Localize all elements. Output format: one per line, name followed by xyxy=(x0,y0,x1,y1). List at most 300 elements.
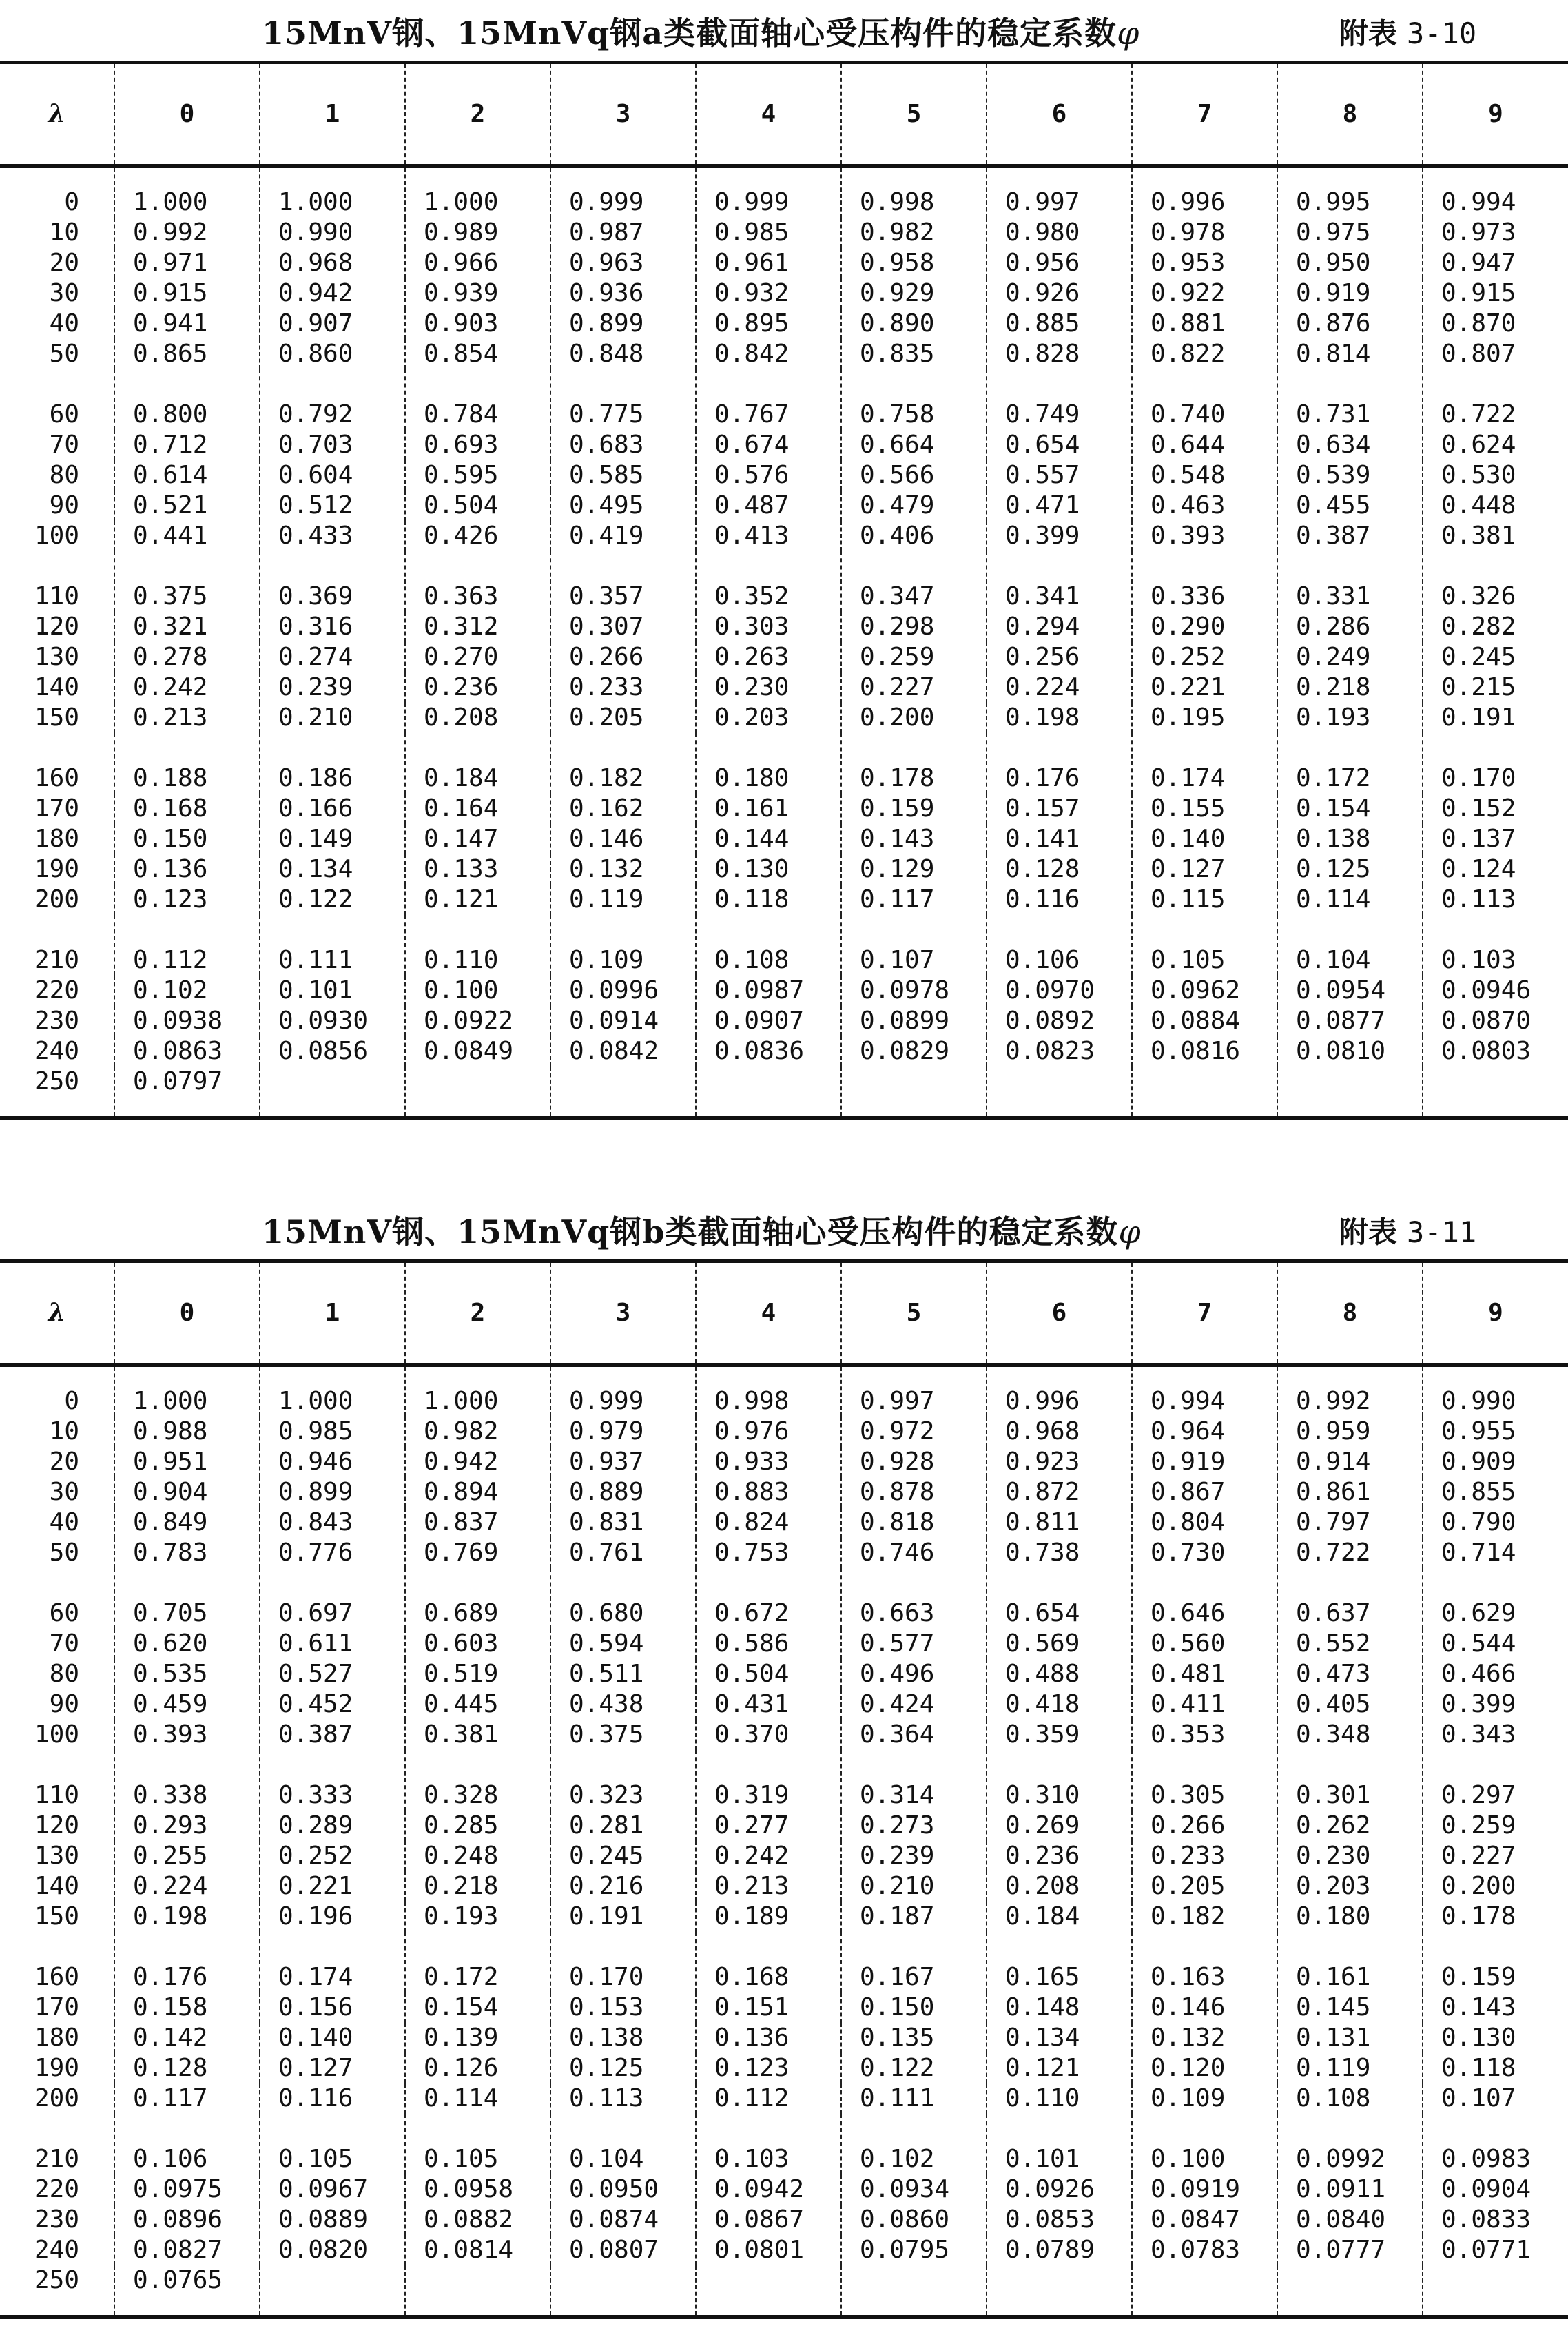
coefficient-cell: 0.109 xyxy=(1132,2083,1277,2114)
coefficient-cell: 0.0777 xyxy=(1277,2235,1423,2265)
table-row xyxy=(0,976,1568,1006)
coefficient-cell: 0.972 xyxy=(841,1417,987,1447)
coefficient-cell: 0.689 xyxy=(405,1568,550,1629)
coefficient-cell: 0.0950 xyxy=(550,2174,696,2205)
coefficient-cell: 0.293 xyxy=(114,1811,260,1841)
coefficient-cell: 0.174 xyxy=(260,1932,405,1993)
coefficient-cell: 0.985 xyxy=(696,218,841,248)
coefficient-cell: 0.321 xyxy=(114,612,260,642)
coefficient-cell: 0.150 xyxy=(114,824,260,854)
coefficient-cell: 0.941 xyxy=(114,309,260,339)
coefficient-cell: 0.539 xyxy=(1277,460,1423,491)
coefficient-cell: 0.174 xyxy=(1132,733,1277,794)
coefficient-cell: 0.203 xyxy=(1277,1871,1423,1902)
coefficient-cell: 0.117 xyxy=(114,2083,260,2114)
coefficient-cell: 0.990 xyxy=(260,218,405,248)
table-row xyxy=(0,794,1568,824)
table-row xyxy=(0,491,1568,521)
coefficient-cell: 0.566 xyxy=(841,460,987,491)
coefficient-cell: 0.285 xyxy=(405,1811,550,1841)
coefficient-cell: 0.637 xyxy=(1277,1568,1423,1629)
coefficient-cell: 0.106 xyxy=(114,2114,260,2174)
lambda-cell: 130 xyxy=(34,1841,79,1870)
coefficient-cell: 0.933 xyxy=(696,1447,841,1477)
coefficient-cell: 0.165 xyxy=(987,1932,1132,1993)
coefficient-cell: 0.146 xyxy=(550,824,696,854)
coefficient-cell: 0.176 xyxy=(114,1932,260,1993)
coefficient-cell: 0.142 xyxy=(114,2023,260,2053)
table-row xyxy=(0,612,1568,642)
coefficient-cell: 0.314 xyxy=(841,1750,987,1811)
coefficient-cell: 0.104 xyxy=(1277,915,1423,976)
column-header: 4 xyxy=(696,63,841,166)
coefficient-cell: 0.216 xyxy=(550,1871,696,1902)
coefficient-cell: 1.000 xyxy=(260,1365,405,1417)
coefficient-cell: 0.338 xyxy=(114,1750,260,1811)
coefficient-cell xyxy=(405,2265,550,2317)
coefficient-cell: 1.000 xyxy=(405,166,550,218)
lambda-cell: 120 xyxy=(34,612,79,641)
lambda-cell: 100 xyxy=(34,521,79,550)
coefficient-cell: 0.227 xyxy=(1423,1841,1568,1871)
coefficient-cell: 0.961 xyxy=(696,248,841,278)
coefficient-cell: 0.620 xyxy=(114,1629,260,1659)
appendix-label xyxy=(1339,1210,1476,1251)
coefficient-cell: 0.310 xyxy=(987,1750,1132,1811)
table-row xyxy=(0,1507,1568,1538)
coefficient-cell: 0.481 xyxy=(1132,1659,1277,1689)
coefficient-cell: 0.166 xyxy=(260,794,405,824)
coefficient-cell: 0.294 xyxy=(987,612,1132,642)
coefficient-cell: 0.114 xyxy=(1277,885,1423,915)
coefficient-cell: 0.213 xyxy=(114,703,260,733)
coefficient-cell: 0.168 xyxy=(696,1932,841,1993)
coefficient-cell: 0.336 xyxy=(1132,551,1277,612)
coefficient-cell: 0.104 xyxy=(550,2114,696,2174)
column-header: 7 xyxy=(1132,63,1277,166)
lambda-cell: 30 xyxy=(49,1477,79,1506)
table-row xyxy=(0,824,1568,854)
coefficient-cell: 0.198 xyxy=(987,703,1132,733)
coefficient-cell: 0.224 xyxy=(114,1871,260,1902)
lambda-header: λ xyxy=(48,1298,66,1328)
lambda-cell: 170 xyxy=(34,794,79,823)
coefficient-cell: 0.487 xyxy=(696,491,841,521)
coefficient-cell: 0.899 xyxy=(550,309,696,339)
coefficient-cell: 0.0833 xyxy=(1423,2205,1568,2235)
coefficient-cell: 0.985 xyxy=(260,1417,405,1447)
coefficient-cell: 0.316 xyxy=(260,612,405,642)
coefficient-cell: 0.0907 xyxy=(696,1006,841,1036)
lambda-cell: 130 xyxy=(34,642,79,671)
column-header: 6 xyxy=(987,1262,1132,1365)
coefficient-cell: 0.113 xyxy=(1423,885,1568,915)
coefficient-cell: 0.399 xyxy=(987,521,1132,551)
table-block-a xyxy=(0,0,1568,1120)
coefficient-cell: 0.426 xyxy=(405,521,550,551)
coefficient-cell: 0.0801 xyxy=(696,2235,841,2265)
table-row xyxy=(0,2083,1568,2114)
coefficient-cell: 0.0874 xyxy=(550,2205,696,2235)
coefficient-cell: 0.101 xyxy=(260,976,405,1006)
coefficient-cell: 0.357 xyxy=(550,551,696,612)
coefficient-cell: 0.997 xyxy=(841,1365,987,1417)
coefficient-cell: 0.121 xyxy=(987,2053,1132,2083)
coefficient-cell: 0.646 xyxy=(1132,1568,1277,1629)
coefficient-cell: 0.824 xyxy=(696,1507,841,1538)
coefficient-cell: 0.266 xyxy=(1132,1811,1277,1841)
coefficient-cell: 0.145 xyxy=(1277,1993,1423,2023)
coefficient-cell: 0.184 xyxy=(405,733,550,794)
coefficient-cell: 0.162 xyxy=(550,794,696,824)
coefficient-cell: 0.0992 xyxy=(1277,2114,1423,2174)
coefficient-cell: 0.959 xyxy=(1277,1417,1423,1447)
coefficient-cell: 0.122 xyxy=(260,885,405,915)
coefficient-cell: 0.270 xyxy=(405,642,550,672)
column-header: 9 xyxy=(1423,1262,1568,1365)
coefficient-cell: 0.172 xyxy=(1277,733,1423,794)
coefficient-cell: 0.0840 xyxy=(1277,2205,1423,2235)
coefficient-cell: 0.881 xyxy=(1132,309,1277,339)
lambda-cell: 170 xyxy=(34,1993,79,2021)
lambda-cell: 110 xyxy=(34,1780,79,1809)
coefficient-cell: 0.996 xyxy=(1132,166,1277,218)
coefficient-cell: 0.831 xyxy=(550,1507,696,1538)
coefficient-cell: 0.0904 xyxy=(1423,2174,1568,2205)
coefficient-cell: 0.180 xyxy=(696,733,841,794)
appendix-label-text: 附表 xyxy=(1339,1215,1398,1249)
coefficient-cell: 0.0836 xyxy=(696,1036,841,1067)
coefficient-cell: 0.413 xyxy=(696,521,841,551)
coefficient-cell: 0.890 xyxy=(841,309,987,339)
coefficient-cell: 0.586 xyxy=(696,1629,841,1659)
table-title-row xyxy=(0,1199,1568,1259)
coefficient-cell: 0.281 xyxy=(550,1811,696,1841)
coefficient-cell: 0.0962 xyxy=(1132,976,1277,1006)
coefficient-cell: 0.359 xyxy=(987,1720,1132,1750)
coefficient-cell: 0.0970 xyxy=(987,976,1132,1006)
coefficient-cell: 0.963 xyxy=(550,248,696,278)
coefficient-cell: 0.132 xyxy=(550,854,696,885)
lambda-cell: 140 xyxy=(34,1871,79,1900)
coefficient-cell: 0.865 xyxy=(114,339,260,369)
coefficient-cell: 0.842 xyxy=(696,339,841,369)
table-title-text: 15MnV钢、15MnVq钢b类截面轴心受压构件的稳定系数 xyxy=(262,1213,1119,1251)
lambda-cell: 160 xyxy=(34,763,79,792)
table-header-row xyxy=(0,63,1568,166)
coefficient-cell: 0.236 xyxy=(987,1841,1132,1871)
coefficient-cell: 0.746 xyxy=(841,1538,987,1568)
coefficient-cell: 0.187 xyxy=(841,1902,987,1932)
table-row xyxy=(0,1932,1568,1993)
coefficient-cell: 0.848 xyxy=(550,339,696,369)
coefficient-cell: 0.393 xyxy=(114,1720,260,1750)
coefficient-cell: 0.136 xyxy=(114,854,260,885)
coefficient-cell: 0.156 xyxy=(260,1993,405,2023)
coefficient-cell: 0.999 xyxy=(550,1365,696,1417)
lambda-cell: 110 xyxy=(34,582,79,610)
coefficient-cell: 0.127 xyxy=(1132,854,1277,885)
coefficient-cell: 0.828 xyxy=(987,339,1132,369)
coefficient-cell: 0.958 xyxy=(841,248,987,278)
coefficient-cell: 0.147 xyxy=(405,824,550,854)
coefficient-cell xyxy=(260,2265,405,2317)
coefficient-cell: 0.982 xyxy=(405,1417,550,1447)
lambda-cell: 20 xyxy=(49,1447,79,1476)
coefficient-cell: 0.903 xyxy=(405,309,550,339)
coefficient-cell: 0.176 xyxy=(987,733,1132,794)
coefficient-cell: 0.125 xyxy=(1277,854,1423,885)
table-row xyxy=(0,339,1568,369)
coefficient-cell: 0.663 xyxy=(841,1568,987,1629)
coefficient-cell: 0.521 xyxy=(114,491,260,521)
coefficient-cell: 0.722 xyxy=(1423,369,1568,430)
coefficient-cell: 0.936 xyxy=(550,278,696,309)
coefficient-cell: 0.178 xyxy=(841,733,987,794)
coefficient-cell: 0.448 xyxy=(1423,491,1568,521)
table-row xyxy=(0,672,1568,703)
coefficient-cell: 0.105 xyxy=(260,2114,405,2174)
coefficient-cell: 0.996 xyxy=(987,1365,1132,1417)
coefficient-cell: 0.0954 xyxy=(1277,976,1423,1006)
coefficient-cell: 0.749 xyxy=(987,369,1132,430)
lambda-cell: 0 xyxy=(64,1386,79,1415)
coefficient-cell: 0.381 xyxy=(1423,521,1568,551)
coefficient-cell: 0.714 xyxy=(1423,1538,1568,1568)
coefficient-cell: 0.964 xyxy=(1132,1417,1277,1447)
coefficient-cell: 0.109 xyxy=(550,915,696,976)
table-block-b xyxy=(0,1199,1568,2319)
coefficient-cell: 0.535 xyxy=(114,1659,260,1689)
table-row xyxy=(0,521,1568,551)
lambda-cell: 250 xyxy=(34,2265,79,2294)
coefficient-cell: 0.131 xyxy=(1277,2023,1423,2053)
coefficient-cell: 0.0987 xyxy=(696,976,841,1006)
coefficient-cell: 0.998 xyxy=(696,1365,841,1417)
coefficient-cell xyxy=(550,1067,696,1118)
coefficient-cell: 0.867 xyxy=(1132,1477,1277,1507)
coefficient-cell: 0.999 xyxy=(696,166,841,218)
lambda-cell: 240 xyxy=(34,1036,79,1065)
coefficient-cell: 0.923 xyxy=(987,1447,1132,1477)
coefficient-cell: 0.876 xyxy=(1277,309,1423,339)
appendix-number: 3-10 xyxy=(1407,17,1477,50)
lambda-cell: 60 xyxy=(49,400,79,429)
coefficient-cell: 0.364 xyxy=(841,1720,987,1750)
coefficient-cell: 0.191 xyxy=(1423,703,1568,733)
coefficient-cell: 0.956 xyxy=(987,248,1132,278)
coefficient-cell: 0.172 xyxy=(405,1932,550,1993)
coefficient-cell: 0.452 xyxy=(260,1689,405,1720)
coefficient-cell: 0.159 xyxy=(1423,1932,1568,1993)
coefficient-cell: 0.151 xyxy=(696,1993,841,2023)
coefficient-cell: 0.200 xyxy=(841,703,987,733)
coefficient-cell: 0.208 xyxy=(987,1871,1132,1902)
coefficient-cell: 0.182 xyxy=(1132,1902,1277,1932)
coefficient-cell: 0.259 xyxy=(1423,1811,1568,1841)
coefficient-cell: 0.210 xyxy=(841,1871,987,1902)
coefficient-cell: 0.979 xyxy=(550,1417,696,1447)
coefficient-cell: 0.683 xyxy=(550,430,696,460)
lambda-cell: 220 xyxy=(34,976,79,1005)
coefficient-cell: 0.604 xyxy=(260,460,405,491)
coefficient-cell: 0.159 xyxy=(841,794,987,824)
coefficient-cell: 0.576 xyxy=(696,460,841,491)
lambda-cell: 210 xyxy=(34,945,79,974)
coefficient-cell: 0.278 xyxy=(114,642,260,672)
coefficient-cell: 0.624 xyxy=(1423,430,1568,460)
coefficient-cell: 0.208 xyxy=(405,703,550,733)
coefficient-cell: 0.101 xyxy=(987,2114,1132,2174)
table-row xyxy=(0,2053,1568,2083)
coefficient-cell: 0.252 xyxy=(260,1841,405,1871)
lambda-cell: 190 xyxy=(34,854,79,883)
coefficient-cell: 0.424 xyxy=(841,1689,987,1720)
coefficient-cell: 0.889 xyxy=(550,1477,696,1507)
coefficient-cell: 0.137 xyxy=(1423,824,1568,854)
coefficient-cell: 0.0771 xyxy=(1423,2235,1568,2265)
coefficient-cell: 0.105 xyxy=(1132,915,1277,976)
coefficient-cell: 0.966 xyxy=(405,248,550,278)
coefficient-cell: 0.331 xyxy=(1277,551,1423,612)
coefficient-cell: 0.988 xyxy=(114,1417,260,1447)
coefficient-cell xyxy=(696,2265,841,2317)
coefficient-cell: 0.205 xyxy=(1132,1871,1277,1902)
coefficient-cell: 0.758 xyxy=(841,369,987,430)
coefficient-cell: 0.703 xyxy=(260,430,405,460)
coefficient-cell: 0.0797 xyxy=(114,1067,260,1118)
coefficient-cell: 0.128 xyxy=(114,2053,260,2083)
coefficient-cell: 0.289 xyxy=(260,1811,405,1841)
coefficient-cell: 0.121 xyxy=(405,885,550,915)
coefficient-cell xyxy=(1277,1067,1423,1118)
coefficient-cell: 0.937 xyxy=(550,1447,696,1477)
lambda-cell: 150 xyxy=(34,703,79,732)
table-row xyxy=(0,885,1568,915)
coefficient-cell: 0.393 xyxy=(1132,521,1277,551)
coefficient-cell: 0.0938 xyxy=(114,1006,260,1036)
lambda-cell: 80 xyxy=(49,1659,79,1688)
coefficient-cell: 0.693 xyxy=(405,430,550,460)
coefficient-cell: 0.146 xyxy=(1132,1993,1277,2023)
coefficient-cell: 0.138 xyxy=(550,2023,696,2053)
coefficient-cell: 0.323 xyxy=(550,1750,696,1811)
coefficient-cell: 0.125 xyxy=(550,2053,696,2083)
coefficient-cell: 0.987 xyxy=(550,218,696,248)
table-header-row xyxy=(0,1262,1568,1365)
coefficient-cell: 0.0983 xyxy=(1423,2114,1568,2174)
table-row xyxy=(0,218,1568,248)
coefficient-cell: 0.0996 xyxy=(550,976,696,1006)
coefficient-cell: 0.134 xyxy=(987,2023,1132,2053)
coefficient-cell: 0.180 xyxy=(1277,1902,1423,1932)
table-row xyxy=(0,278,1568,309)
lambda-cell: 10 xyxy=(49,1417,79,1445)
coefficient-cell: 0.855 xyxy=(1423,1477,1568,1507)
lambda-cell: 120 xyxy=(34,1811,79,1840)
coefficient-cell: 0.783 xyxy=(114,1538,260,1568)
coefficient-cell: 0.242 xyxy=(696,1841,841,1871)
coefficient-cell: 0.946 xyxy=(260,1447,405,1477)
coefficient-cell: 0.0896 xyxy=(114,2205,260,2235)
coefficient-cell xyxy=(1277,2265,1423,2317)
coefficient-cell: 0.0958 xyxy=(405,2174,550,2205)
coefficient-cell: 0.221 xyxy=(1132,672,1277,703)
coefficient-cell: 0.488 xyxy=(987,1659,1132,1689)
coefficient-cell: 0.108 xyxy=(696,915,841,976)
table-row xyxy=(0,1659,1568,1689)
coefficient-cell: 0.0882 xyxy=(405,2205,550,2235)
coefficient-cell: 0.818 xyxy=(841,1507,987,1538)
coefficient-cell: 0.861 xyxy=(1277,1477,1423,1507)
lambda-cell: 180 xyxy=(34,2023,79,2052)
coefficient-cell: 0.814 xyxy=(1277,339,1423,369)
lambda-cell: 160 xyxy=(34,1962,79,1991)
coefficient-cell: 0.982 xyxy=(841,218,987,248)
appendix-label xyxy=(1339,11,1476,52)
coefficient-cell: 0.0911 xyxy=(1277,2174,1423,2205)
coefficient-cell: 0.0807 xyxy=(550,2235,696,2265)
column-header: 8 xyxy=(1277,63,1423,166)
coefficient-cell: 0.904 xyxy=(114,1477,260,1507)
coefficient-cell: 0.971 xyxy=(114,248,260,278)
coefficient-cell: 0.106 xyxy=(987,915,1132,976)
appendix-label-text: 附表 xyxy=(1339,17,1398,50)
coefficient-cell: 0.0765 xyxy=(114,2265,260,2317)
coefficient-cell: 0.594 xyxy=(550,1629,696,1659)
coefficient-cell: 0.0934 xyxy=(841,2174,987,2205)
coefficient-cell xyxy=(841,1067,987,1118)
coefficient-cell: 0.994 xyxy=(1132,1365,1277,1417)
coefficient-cell: 0.992 xyxy=(1277,1365,1423,1417)
coefficient-cell: 0.116 xyxy=(260,2083,405,2114)
coefficient-cell: 0.195 xyxy=(1132,703,1277,733)
coefficient-cell: 0.130 xyxy=(696,854,841,885)
coefficient-cell: 0.870 xyxy=(1423,309,1568,339)
lambda-cell: 0 xyxy=(64,187,79,216)
coefficient-cell: 0.697 xyxy=(260,1568,405,1629)
table-row xyxy=(0,460,1568,491)
coefficient-cell: 0.548 xyxy=(1132,460,1277,491)
table-row xyxy=(0,733,1568,794)
coefficient-cell xyxy=(1423,1067,1568,1118)
coefficient-cell: 0.0975 xyxy=(114,2174,260,2205)
coefficient-cell: 0.405 xyxy=(1277,1689,1423,1720)
coefficient-cell: 0.459 xyxy=(114,1689,260,1720)
coefficient-cell: 0.133 xyxy=(405,854,550,885)
coefficient-cell: 0.110 xyxy=(987,2083,1132,2114)
coefficient-cell: 0.178 xyxy=(1423,1902,1568,1932)
coefficient-cell: 0.138 xyxy=(1277,824,1423,854)
coefficient-cell: 0.269 xyxy=(987,1811,1132,1841)
coefficient-cell: 0.170 xyxy=(1423,733,1568,794)
coefficient-cell: 0.0978 xyxy=(841,976,987,1006)
table-row xyxy=(0,1447,1568,1477)
lambda-cell: 140 xyxy=(34,672,79,701)
coefficient-cell: 0.245 xyxy=(1423,642,1568,672)
coefficient-cell: 0.375 xyxy=(114,551,260,612)
coefficient-cell: 0.740 xyxy=(1132,369,1277,430)
coefficient-cell xyxy=(1132,2265,1277,2317)
table-row xyxy=(0,642,1568,672)
coefficient-cell: 0.775 xyxy=(550,369,696,430)
coefficient-cell: 0.154 xyxy=(405,1993,550,2023)
coefficient-cell: 0.634 xyxy=(1277,430,1423,460)
coefficient-cell: 0.164 xyxy=(405,794,550,824)
lambda-cell: 190 xyxy=(34,2053,79,2082)
coefficient-cell: 0.363 xyxy=(405,551,550,612)
coefficient-cell: 0.227 xyxy=(841,672,987,703)
